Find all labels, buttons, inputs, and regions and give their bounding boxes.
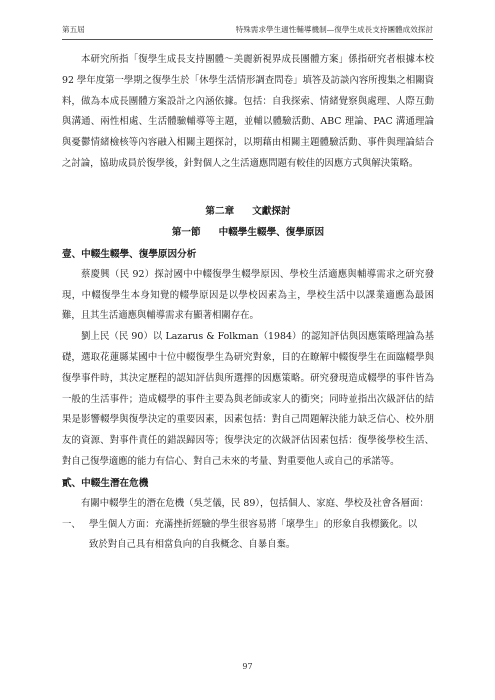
paragraph-risks: 有關中輟學生的潛在危機（吳芝儀，民 89），包括個人、家庭、學校及社會各層面： xyxy=(81,497,429,509)
section-spacer xyxy=(62,175,434,201)
list-item-text: 學生個人方面：充滿挫折經驗的學生很容易將「壞學生」的形象自我標籤化。以 xyxy=(89,518,418,530)
running-header xyxy=(62,24,433,38)
section-number: 第一節 xyxy=(171,226,201,238)
section-title: 中輟學生輟學、復學原因 xyxy=(218,226,325,238)
paragraph-tsai: 蔡慶興（民 92）探討國中中輟復學生輟學原因、學校生活適應與輔導需求之研究發現，中輟復學生本身知覺的輟學原因是以學校因素為主，學校生活中以課業適應為最困難，且其生活適應與輔導需求有顯著相關存在。 xyxy=(62,268,434,322)
chapter-heading xyxy=(62,201,434,222)
header-rule xyxy=(62,39,433,40)
page-body xyxy=(62,50,434,556)
subheading-potential-risks: 貳、中輟生潛在危機 xyxy=(62,477,149,489)
section-heading xyxy=(62,222,434,243)
header-paper-title: 特殊需求學生適性輔導機制—復學生成長支持團體成效探討 xyxy=(235,25,433,34)
page-number: 97 xyxy=(242,662,253,671)
header-conference: 第五屆 xyxy=(62,25,85,34)
list-item xyxy=(62,515,434,536)
subheading-dropout-reasons: 壹、中輟生輟學、復學原因分析 xyxy=(62,248,197,260)
list-item-continuation: 致於對自己具有相當負向的自我概念、自暴自棄。 xyxy=(89,539,296,551)
list-item-number: 一、 xyxy=(62,518,81,530)
intro-paragraph: 本研究所指「復學生成長支持團體～美麗新視界成長團體方案」係指研究者根據本校 92 學年度第一學期之復學生於「休學生活情形調查問卷」填答及訪談內容所搜集之相關資料，做為本成長團體方案設計之內涵依據。包括：自我探索、情緒覺察與處理、人際互動與溝通、兩性相處、生活體驗輔導等主題，並輔以體驗活動、ABC 理論、PAC 溝通理論與憂鬱情緒檢核等內容融入相關主題探討，以期藉由相關主題體驗活動、事件與理論結合之討論，協助成員於復學後，針對個人之生活適應問題有較佳的因應方式與解決策略。 xyxy=(62,54,434,169)
chapter-number: 第二章 xyxy=(205,205,235,217)
chapter-title: 文獻探討 xyxy=(252,205,291,217)
paragraph-liu: 劉上民（民 90）以 Lazarus & Folkman（1984）的認知評估與因應策略理論為基礎，選取花蓮縣某國中十位中輟復學生為研究對象，目的在瞭解中輟復學生在面臨輟學與復學事件時，其決定歷程的認知評估與所選擇的因應策略。研究發現造成輟學的事件皆為一般的生活事件；造成輟學的事件主要為與老師或家人的衝突；同時並指出次級評估的結果是影響輟學與復學決定的重要因素，因素包括：對自己問題解決能力缺乏信心、校外朋友的資源、對事件責任的錯誤歸因等；復學決定的次級評估因素包括：復學後學校生活、對自己復學適應的能力有信心、對自己未來的考量、對重要他人或自己的承諾等。 xyxy=(62,331,434,467)
